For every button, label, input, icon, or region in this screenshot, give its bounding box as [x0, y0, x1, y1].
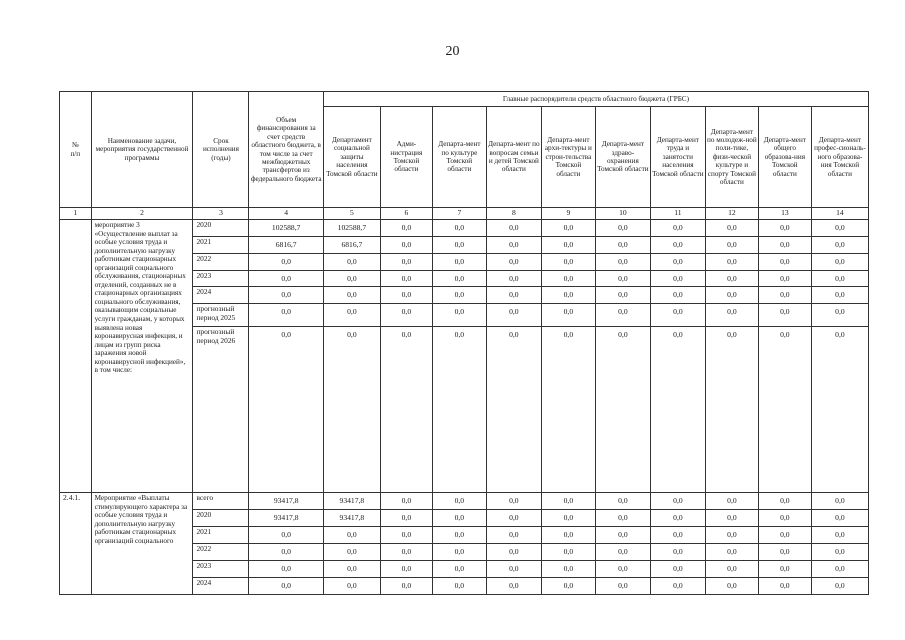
- header-name: Наименование задачи, мероприятия государственной программы: [91, 92, 193, 208]
- value-cell: 0,0: [595, 253, 650, 270]
- column-number: 5: [323, 208, 380, 220]
- value-cell: 0,0: [650, 236, 705, 253]
- column-number: 12: [705, 208, 758, 220]
- value-cell: 0,0: [432, 543, 486, 560]
- column-number: 7: [432, 208, 486, 220]
- value-cell: 0,0: [758, 270, 811, 287]
- value-cell: 0,0: [486, 220, 541, 237]
- column-number: 13: [758, 208, 811, 220]
- value-cell: 0,0: [541, 253, 595, 270]
- value-cell: 0,0: [380, 236, 432, 253]
- period-cell: прогнозный период 2026: [193, 327, 249, 493]
- value-cell: 0,0: [380, 577, 432, 594]
- value-cell: 0,0: [705, 493, 758, 510]
- value-cell: 0,0: [323, 577, 380, 594]
- value-cell: 0,0: [595, 270, 650, 287]
- value-cell: 0,0: [811, 493, 868, 510]
- value-cell: 0,0: [595, 510, 650, 527]
- value-cell: 0,0: [650, 543, 705, 560]
- value-cell: 0,0: [541, 510, 595, 527]
- measure-name: Мероприятие «Выплаты стимулирующего характера за особые условия труда и дополнительную нагрузку работникам стационарных организаций социального: [91, 493, 193, 595]
- total-cell: 0,0: [249, 577, 323, 594]
- value-cell: 0,0: [811, 287, 868, 304]
- value-cell: 0,0: [323, 327, 380, 493]
- value-cell: 0,0: [705, 510, 758, 527]
- value-cell: 0,0: [595, 543, 650, 560]
- value-cell: 0,0: [380, 526, 432, 543]
- value-cell: 93417,8: [323, 493, 380, 510]
- value-cell: 0,0: [758, 287, 811, 304]
- column-number: 8: [486, 208, 541, 220]
- column-number: 1: [60, 208, 92, 220]
- period-cell: всего: [193, 493, 249, 510]
- period-cell: 2024: [193, 287, 249, 304]
- value-cell: 0,0: [705, 270, 758, 287]
- period-cell: 2021: [193, 236, 249, 253]
- item-number: [60, 220, 92, 493]
- column-number: 6: [380, 208, 432, 220]
- total-cell: 0,0: [249, 327, 323, 493]
- value-cell: 0,0: [758, 327, 811, 493]
- value-cell: 0,0: [486, 287, 541, 304]
- period-cell: 2022: [193, 543, 249, 560]
- value-cell: 0,0: [650, 493, 705, 510]
- column-number: 2: [91, 208, 193, 220]
- value-cell: 0,0: [432, 287, 486, 304]
- value-cell: 0,0: [758, 236, 811, 253]
- value-cell: 0,0: [705, 560, 758, 577]
- total-cell: 6816,7: [249, 236, 323, 253]
- value-cell: 0,0: [432, 526, 486, 543]
- value-cell: 0,0: [541, 543, 595, 560]
- value-cell: 0,0: [595, 304, 650, 327]
- value-cell: 0,0: [705, 543, 758, 560]
- value-cell: 0,0: [705, 236, 758, 253]
- value-cell: 0,0: [486, 526, 541, 543]
- period-cell: 2020: [193, 510, 249, 527]
- value-cell: 0,0: [486, 560, 541, 577]
- value-cell: 0,0: [486, 510, 541, 527]
- value-cell: 0,0: [650, 270, 705, 287]
- value-cell: 0,0: [650, 220, 705, 237]
- value-cell: 0,0: [432, 327, 486, 493]
- header-department: Адми-нистрация Томской области: [380, 107, 432, 208]
- measure-name: мероприятие 3 «Осуществление выплат за особые условия труда и дополнительную нагрузку работникам стационарных организаций социального обслуживания, стационарных отделений, созданных не в стационарных организациях социального обслуживания, оказывающим социальные услуги гражданам, у которых выявлена новая коронавирусная инфекция, и лицам из групп риска заражения новой коронавирусной инфекцией», в том числе:: [91, 220, 193, 493]
- value-cell: 0,0: [705, 287, 758, 304]
- value-cell: 0,0: [380, 493, 432, 510]
- column-number: 11: [650, 208, 705, 220]
- value-cell: 0,0: [758, 543, 811, 560]
- value-cell: 0,0: [811, 577, 868, 594]
- value-cell: 0,0: [650, 577, 705, 594]
- value-cell: 0,0: [541, 327, 595, 493]
- total-cell: 0,0: [249, 304, 323, 327]
- value-cell: 0,0: [705, 526, 758, 543]
- header-department: Департа-мент общего образова-ния Томской области: [758, 107, 811, 208]
- value-cell: 0,0: [595, 287, 650, 304]
- value-cell: 0,0: [486, 327, 541, 493]
- value-cell: 0,0: [705, 577, 758, 594]
- period-cell: 2020: [193, 220, 249, 237]
- value-cell: 0,0: [486, 304, 541, 327]
- value-cell: 0,0: [541, 560, 595, 577]
- total-cell: 0,0: [249, 543, 323, 560]
- value-cell: 0,0: [323, 526, 380, 543]
- value-cell: 0,0: [705, 220, 758, 237]
- value-cell: 0,0: [541, 304, 595, 327]
- value-cell: 6816,7: [323, 236, 380, 253]
- value-cell: 0,0: [380, 543, 432, 560]
- value-cell: 0,0: [811, 220, 868, 237]
- header-department: Департа-мент профес-сиональ-ного образова-ния Томской области: [811, 107, 868, 208]
- period-cell: 2023: [193, 560, 249, 577]
- value-cell: 0,0: [380, 304, 432, 327]
- value-cell: 0,0: [541, 493, 595, 510]
- value-cell: 0,0: [811, 510, 868, 527]
- value-cell: 0,0: [811, 270, 868, 287]
- value-cell: 0,0: [811, 253, 868, 270]
- value-cell: 0,0: [323, 270, 380, 287]
- header-department: Департа-мент по молодеж-ной поли-тике, физи-ческой культуре и спорту Томской области: [705, 107, 758, 208]
- total-cell: 0,0: [249, 270, 323, 287]
- value-cell: 0,0: [541, 220, 595, 237]
- value-cell: 0,0: [758, 510, 811, 527]
- value-cell: 0,0: [432, 236, 486, 253]
- value-cell: 0,0: [650, 510, 705, 527]
- value-cell: 0,0: [486, 270, 541, 287]
- header-department: Департа-мент архи-тектуры и строи-тельства Томской области: [541, 107, 595, 208]
- value-cell: 0,0: [811, 327, 868, 493]
- column-number: 14: [811, 208, 868, 220]
- value-cell: 0,0: [323, 543, 380, 560]
- period-cell: 2023: [193, 270, 249, 287]
- value-cell: 0,0: [380, 270, 432, 287]
- value-cell: 0,0: [486, 493, 541, 510]
- value-cell: 0,0: [541, 577, 595, 594]
- value-cell: 0,0: [432, 270, 486, 287]
- value-cell: 0,0: [811, 526, 868, 543]
- value-cell: 0,0: [432, 220, 486, 237]
- total-cell: 0,0: [249, 560, 323, 577]
- value-cell: 0,0: [595, 236, 650, 253]
- value-cell: 0,0: [380, 510, 432, 527]
- value-cell: 0,0: [323, 560, 380, 577]
- total-cell: 102588,7: [249, 220, 323, 237]
- value-cell: 0,0: [432, 253, 486, 270]
- total-cell: 0,0: [249, 526, 323, 543]
- value-cell: 0,0: [758, 493, 811, 510]
- value-cell: 0,0: [595, 560, 650, 577]
- value-cell: 0,0: [380, 253, 432, 270]
- period-cell: 2024: [193, 577, 249, 594]
- total-cell: 93417,8: [249, 510, 323, 527]
- value-cell: 93417,8: [323, 510, 380, 527]
- value-cell: 0,0: [650, 526, 705, 543]
- table-row: [60, 493, 869, 510]
- value-cell: 0,0: [486, 253, 541, 270]
- value-cell: 0,0: [432, 493, 486, 510]
- header-department: Департа-мент по вопросам семьи и детей Томской области: [486, 107, 541, 208]
- period-cell: 2022: [193, 253, 249, 270]
- value-cell: 0,0: [705, 327, 758, 493]
- value-cell: 0,0: [758, 560, 811, 577]
- value-cell: 0,0: [758, 526, 811, 543]
- value-cell: 0,0: [650, 327, 705, 493]
- value-cell: 0,0: [486, 236, 541, 253]
- value-cell: 0,0: [650, 560, 705, 577]
- value-cell: 0,0: [811, 304, 868, 327]
- header-department: Департа-мент труда и занятости населения Томской области: [650, 107, 705, 208]
- total-cell: 0,0: [249, 253, 323, 270]
- value-cell: 0,0: [380, 327, 432, 493]
- value-cell: 0,0: [323, 287, 380, 304]
- value-cell: 0,0: [705, 304, 758, 327]
- table-row: [60, 220, 869, 237]
- value-cell: 102588,7: [323, 220, 380, 237]
- header-no: № п/п: [60, 92, 92, 208]
- value-cell: 0,0: [758, 304, 811, 327]
- value-cell: 0,0: [650, 253, 705, 270]
- value-cell: 0,0: [541, 270, 595, 287]
- value-cell: 0,0: [432, 304, 486, 327]
- header-department: Департа-мент здраво-охранения Томской области: [595, 107, 650, 208]
- value-cell: 0,0: [650, 287, 705, 304]
- value-cell: 0,0: [380, 287, 432, 304]
- value-cell: 0,0: [650, 304, 705, 327]
- value-cell: 0,0: [758, 253, 811, 270]
- value-cell: 0,0: [595, 493, 650, 510]
- column-number: 10: [595, 208, 650, 220]
- column-number: 4: [249, 208, 323, 220]
- period-cell: прогнозный период 2025: [193, 304, 249, 327]
- value-cell: 0,0: [595, 220, 650, 237]
- value-cell: 0,0: [758, 220, 811, 237]
- header-grbs-group: Главные распорядители средств областного бюджета (ГРБС): [323, 92, 868, 107]
- header-department: Департа-мент по культуре Томской области: [432, 107, 486, 208]
- header-period: Срок исполнения (годы): [193, 92, 249, 208]
- financing-table: [59, 91, 869, 595]
- value-cell: 0,0: [380, 560, 432, 577]
- value-cell: 0,0: [541, 287, 595, 304]
- value-cell: 0,0: [432, 510, 486, 527]
- value-cell: 0,0: [705, 253, 758, 270]
- value-cell: 0,0: [811, 543, 868, 560]
- value-cell: 0,0: [811, 560, 868, 577]
- value-cell: 0,0: [323, 253, 380, 270]
- value-cell: 0,0: [486, 543, 541, 560]
- value-cell: 0,0: [380, 220, 432, 237]
- value-cell: 0,0: [541, 526, 595, 543]
- item-number: 2.4.1.: [60, 493, 92, 595]
- value-cell: 0,0: [323, 304, 380, 327]
- header-volume: Объем финансирования за счет средств областного бюджета, в том числе за счет межбюджетных трансфертов из федерального бюджета: [249, 92, 323, 208]
- value-cell: 0,0: [432, 560, 486, 577]
- value-cell: 0,0: [595, 327, 650, 493]
- value-cell: 0,0: [541, 236, 595, 253]
- total-cell: 0,0: [249, 287, 323, 304]
- period-cell: 2021: [193, 526, 249, 543]
- header-department: Департамент социальной защиты населения Томской области: [323, 107, 380, 208]
- total-cell: 93417,8: [249, 493, 323, 510]
- value-cell: 0,0: [595, 526, 650, 543]
- column-number: 9: [541, 208, 595, 220]
- value-cell: 0,0: [486, 577, 541, 594]
- value-cell: 0,0: [595, 577, 650, 594]
- page-number: 20: [445, 44, 460, 59]
- value-cell: 0,0: [811, 236, 868, 253]
- column-number: 3: [193, 208, 249, 220]
- value-cell: 0,0: [758, 577, 811, 594]
- value-cell: 0,0: [432, 577, 486, 594]
